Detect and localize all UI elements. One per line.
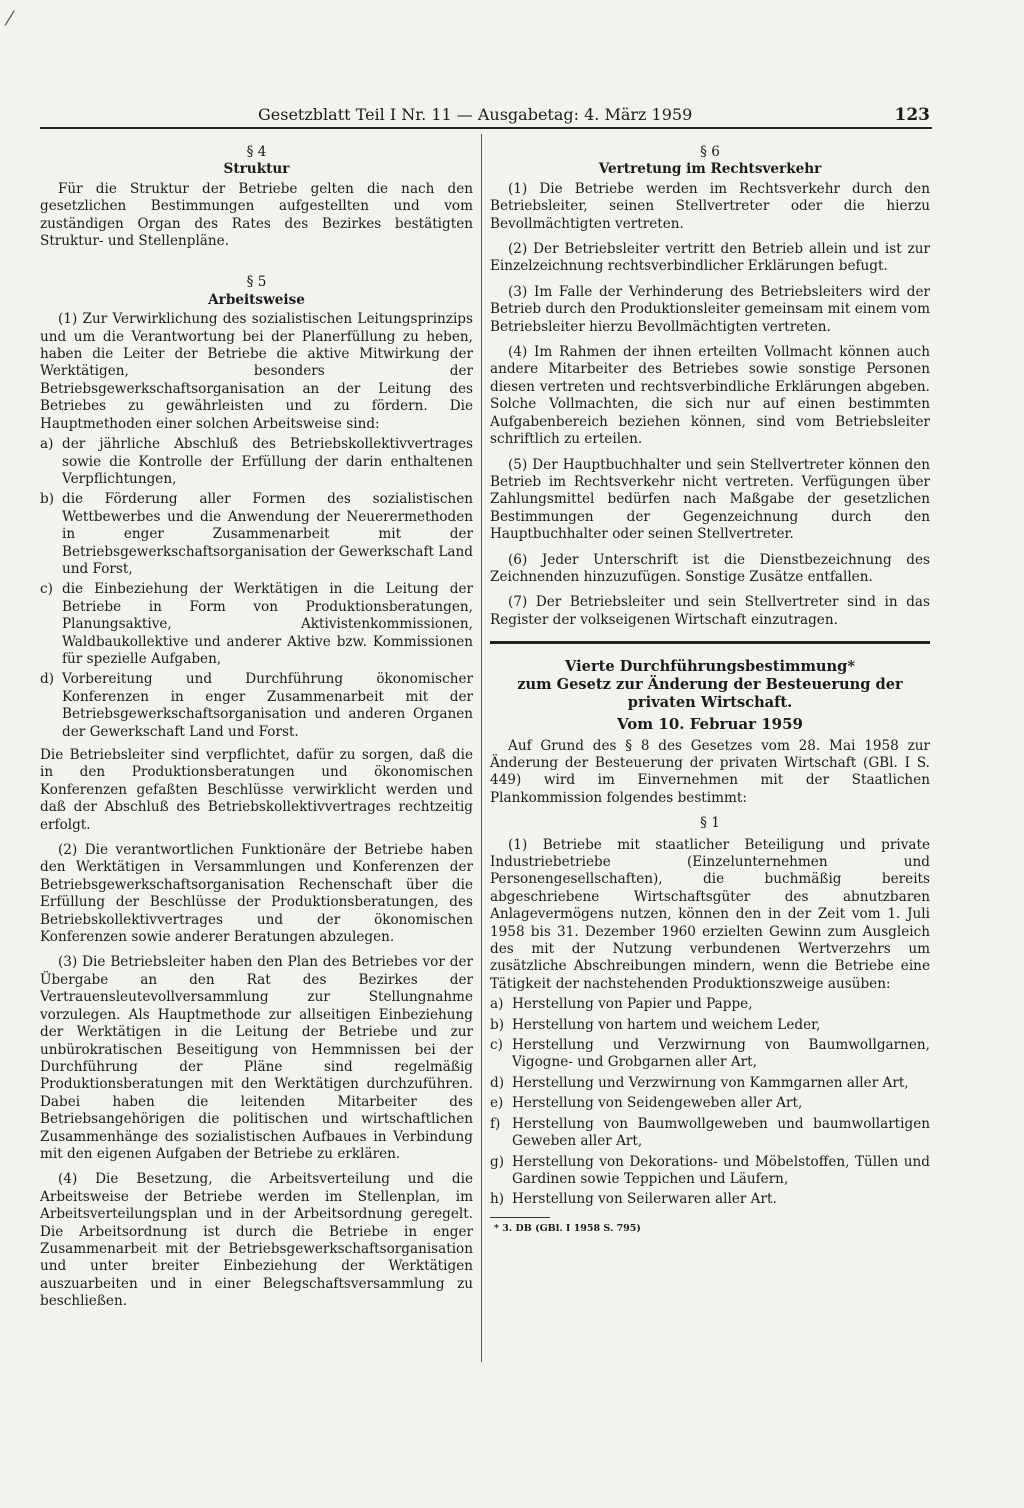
regulation-date: Vom 10. Februar 1959 bbox=[617, 715, 803, 734]
list-item: b) die Förderung aller Formen des sozialistischen Wettbewerbes und die Anwendung der Neuerermethoden in enger Zusammenarbeit mit der Betriebsgewerkschaftsorganisation der Gewerkschaft Land und Forst, bbox=[40, 491, 473, 577]
section-1-para-1: (1) Betriebe mit staatlicher Beteiligung und private Industriebetriebe (Einzelunternehmen und Personengesellschaften), die buchmäßig bereits abgeschriebene Wirtschaftsgüter des abnutzbaren Anlagevermögens nutzen, können den in der Zeit vom 1. Juli 1958 bis 31. Dezember 1960 erzielten Gewinn zum Ausgleich des mit der Nutzung verbundenen Wertverzehrs um zusätzliche Abschreibungen mindern, wenn die Betriebe eine Tätigkeit der nachstehenden Produktionszweige ausüben: bbox=[490, 836, 930, 992]
section-5-para-2: (2) Die verantwortlichen Funktionäre der Betriebe haben den Werktätigen in Versammlungen und Konferenzen der Betriebsgewerkschaftsorganisation Rechenschaft über die Erfüllung der Beschlüsse der Produktionsberatungen, des Betriebskollektivvertrages und der ökonomischen Konferenzen sowie anderer Beratungen abzulegen. bbox=[40, 842, 473, 946]
section-4-heading: Struktur bbox=[223, 161, 290, 178]
regulation-intro: Auf Grund des § 8 des Gesetzes vom 28. Mai 1958 zur Änderung der Besteuerung der privaten Wirtschaft (GBl. I S. 449) wird im Einvernehmen mit der Staatlichen Plankommission folgendes bestimmt: bbox=[490, 737, 930, 806]
section-4-number: § 4 bbox=[246, 144, 267, 160]
section-6-para: (6) Jeder Unterschrift ist die Dienstbezeichnung des Zeichnenden hinzuzufügen. Sonstige Zusätze entfallen. bbox=[490, 551, 930, 585]
section-6-para: (2) Der Betriebsleiter vertritt den Betrieb allein und ist zur Einzelzeichnung rechtsverbindlicher Erklärungen befugt. bbox=[490, 241, 930, 275]
list-item: g) Herstellung von Dekorations- und Möbelstoffen, Tüllen und Gardinen sowie Teppichen und Läufern, bbox=[490, 1153, 930, 1187]
section-4-text: Für die Struktur der Betriebe gelten die nach den gesetzlichen Bestimmungen aufgestellten und vom zuständigen Organ des Rates des Bezirkes bestätigten Struktur- und Stellenpläne. bbox=[40, 180, 473, 250]
section-5-para-1b: Die Betriebsleiter sind verpflichtet, dafür zu sorgen, daß die in den Produktionsberatungen und ökonomischen Konferenzen gefaßten Beschlüsse verwirklicht werden und daß der Abschluß des Betriebskollektivvertrages rechtzeitig erfolgt. bbox=[40, 747, 473, 833]
column-divider bbox=[481, 134, 482, 1362]
section-5-para-1: (1) Zur Verwirklichung des sozialistischen Leitungsprinzips und um die Verantwortung bei der Planerfüllung zu heben, haben die Leiter der Betriebe die aktive Mitwirkung der Werktätigen, besonders der Betriebsgewerkschaftsorganisation an der Leitung des Betriebes zu gewährleisten und zu fördern. Die Hauptmethoden einer solchen Arbeitsweise sind: bbox=[40, 311, 473, 432]
section-6-para: (7) Der Betriebsleiter und sein Stellvertreter sind in das Register der volkseigenen Wirtschaft einzutragen. bbox=[490, 594, 930, 628]
list-item: a) Herstellung von Papier und Pappe, bbox=[490, 996, 753, 1013]
header-title: Gesetzblatt Teil I Nr. 11 — Ausgabetag: 4. März 1959 bbox=[258, 105, 693, 124]
section-5-number: § 5 bbox=[246, 274, 267, 291]
section-separator bbox=[490, 641, 930, 644]
section-6-para: (5) Der Hauptbuchhalter und sein Stellvertreter können den Betrieb im Rechtsverkehr nicht vertreten. Verfügungen über Zahlungsmittel bedürfen nach Maßgabe der gesetzlichen Bestimmungen der Gegenzeichnung durch den Hauptbuchhalter oder seinen Stellvertreter. bbox=[490, 456, 930, 543]
section-1-number: § 1 bbox=[700, 815, 720, 832]
scan-mark: ⁄ bbox=[8, 6, 12, 30]
section-5-para-3: (3) Die Betriebsleiter haben den Plan des Betriebes vor der Übergabe an den Rat des Bezirkes der Vertrauensleutevollversammlung zur Stellungnahme vorzulegen. Als Hauptmethode zur allseitigen Einbeziehung der Werktätigen in die Leitung der Betriebe und zur unbürokratischen Beseitigung von Hemmnissen bei der Durchführung der Pläne sind regelmäßig Produktionsberatungen mit den Werktätigen durchzuführen. Dabei haben die leitenden Mitarbeiter des Betriebsangehörigen die politischen und wirtschaftlichen Zusammenhänge des sozialistischen Aufbaues in Verbindung mit den eigenen Aufgaben der Betriebe zu erklären. bbox=[40, 954, 473, 1162]
right-column bbox=[490, 144, 930, 1235]
section-6-para: (3) Im Falle der Verhinderung des Betriebsleiters wird der Betrieb durch den Produktionsleiter gemeinsam mit einem vom Betriebsleiter hierzu Bevollmächtigten vertreten. bbox=[490, 283, 930, 335]
production-list bbox=[490, 996, 930, 1208]
footnote: * 3. DB (GBl. I 1958 S. 795) bbox=[494, 1222, 641, 1234]
list-item: d) Vorbereitung und Durchführung ökonomischer Konferenzen in enger Zusammenarbeit mit der Betriebsgewerkschaftsorganisation und anderen Organen der Gewerkschaft Land und Forst. bbox=[40, 671, 473, 740]
regulation-title: Vierte Durchführungsbestimmung* zum Gesetz zur Änderung der Besteuerung der privaten Wirtschaft. bbox=[517, 658, 903, 712]
list-item: f) Herstellung von Baumwollgeweben und baumwollartigen Geweben aller Art, bbox=[490, 1115, 930, 1150]
header-rule bbox=[40, 127, 932, 129]
section-5-heading: Arbeitsweise bbox=[208, 291, 305, 308]
section-5-list bbox=[40, 436, 473, 741]
list-item: d) Herstellung und Verzwirnung von Kammgarnen aller Art, bbox=[490, 1074, 909, 1091]
list-item: c) die Einbeziehung der Werktätigen in die Leitung der Betriebe in Form von Produktionsberatungen, Planungsaktive, Aktivistenkommissionen, Waldbaukollektive und anderer Aktive bzw. Kommissionen für spezielle Aufgaben, bbox=[40, 581, 473, 667]
list-item: e) Herstellung von Seidengeweben aller Art, bbox=[490, 1095, 803, 1112]
left-column bbox=[40, 144, 473, 1319]
page-header bbox=[40, 104, 930, 126]
section-6-heading: Vertretung im Rechtsverkehr bbox=[598, 161, 822, 178]
list-item: a) der jährliche Abschluß des Betriebskollektivvertrages sowie die Kontrolle der Erfüllung der darin enthaltenen Verpflichtungen, bbox=[40, 436, 473, 487]
section-6-number: § 6 bbox=[700, 144, 720, 160]
list-item: c) Herstellung und Verzwirnung von Baumwollgarnen, Vigogne- und Grobgarnen aller Art, bbox=[490, 1037, 930, 1071]
section-6-para: (1) Die Betriebe werden im Rechtsverkehr durch den Betriebsleiter, seinen Stellvertreter oder die hierzu Bevollmächtigten vertreten. bbox=[490, 180, 930, 232]
list-item: h) Herstellung von Seilerwaren aller Art. bbox=[490, 1191, 777, 1208]
list-item: b) Herstellung von hartem und weichem Leder, bbox=[490, 1016, 821, 1033]
page-number: 123 bbox=[894, 105, 930, 125]
section-5-para-4: (4) Die Besetzung, die Arbeitsverteilung und die Arbeitsweise der Betriebe werden im Stellenplan, im Arbeitsverteilungsplan und in der Arbeitsordnung geregelt. Die Arbeitsordnung ist durch die Betriebe in enger Zusammenarbeit mit der Betriebsgewerkschaftsorganisation und unter breiter Einbeziehung der Werktätigen auszuarbeiten und in einer Belegschaftsversammlung zu beschließen. bbox=[40, 1171, 473, 1310]
section-6-para: (4) Im Rahmen der ihnen erteilten Vollmacht können auch andere Mitarbeiter des Betriebes sowie sonstige Personen diesen vertreten und rechtsverbindliche Erklärungen abgeben. Solche Vollmachten, die sich nur auf einen bestimmten Aufgabenbereich beziehen können, sind vom Betriebsleiter schriftlich zu erteilen. bbox=[490, 344, 930, 448]
footnote-rule bbox=[490, 1217, 550, 1218]
